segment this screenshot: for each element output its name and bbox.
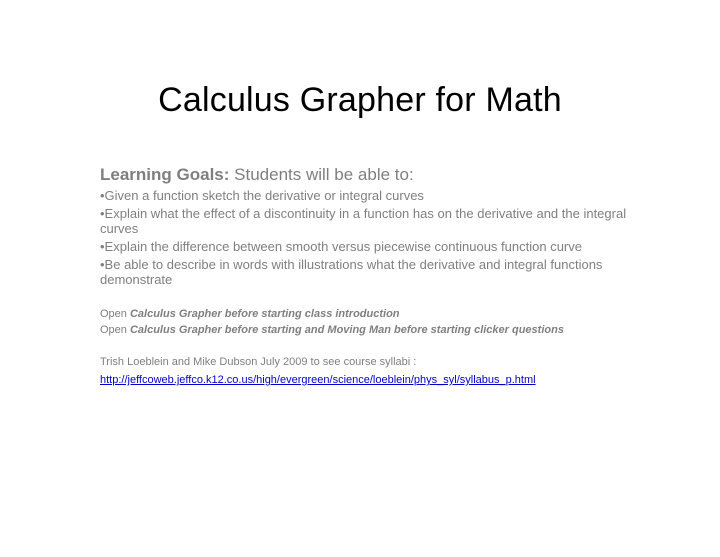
spacer <box>100 338 660 354</box>
list-item: •Explain the difference between smooth versus piecewise continuous function curve <box>100 239 582 254</box>
open-emphasis: Calculus Grapher before starting class introduction <box>129 308 400 320</box>
list-item: •Given a function sketch the derivative or integral curves <box>100 188 424 203</box>
open-instruction-1 <box>100 306 660 322</box>
open-instruction-2 <box>100 322 660 338</box>
learning-goals-list <box>100 188 660 287</box>
open-prefix: Open <box>100 324 130 336</box>
learning-goals-heading <box>100 164 660 186</box>
credit-line: Trish Loeblein and Mike Dubson July 2009 to see course syllabi : <box>100 356 417 368</box>
slide-title: Calculus Grapher for Math <box>158 81 562 119</box>
learning-goals-lead: Learning Goals: <box>100 165 230 184</box>
spacer <box>100 290 660 306</box>
list-item: •Explain what the effect of a discontinuity in a function has on the derivative and the integral curves <box>100 206 627 236</box>
list-item: •Be able to describe in words with illustrations what the derivative and integral functions demonstrate <box>100 257 603 287</box>
learning-goals-intro: Students will be able to: <box>229 165 414 184</box>
syllabus-link[interactable]: http://jeffcoweb.jeffco.k12.co.us/high/evergreen/science/loeblein/phys_syl/syllabus_p.html <box>100 374 536 386</box>
slide-body <box>100 164 660 388</box>
open-prefix: Open <box>100 308 130 320</box>
open-emphasis: Calculus Grapher before starting and Moving Man before starting clicker questions <box>129 324 564 336</box>
